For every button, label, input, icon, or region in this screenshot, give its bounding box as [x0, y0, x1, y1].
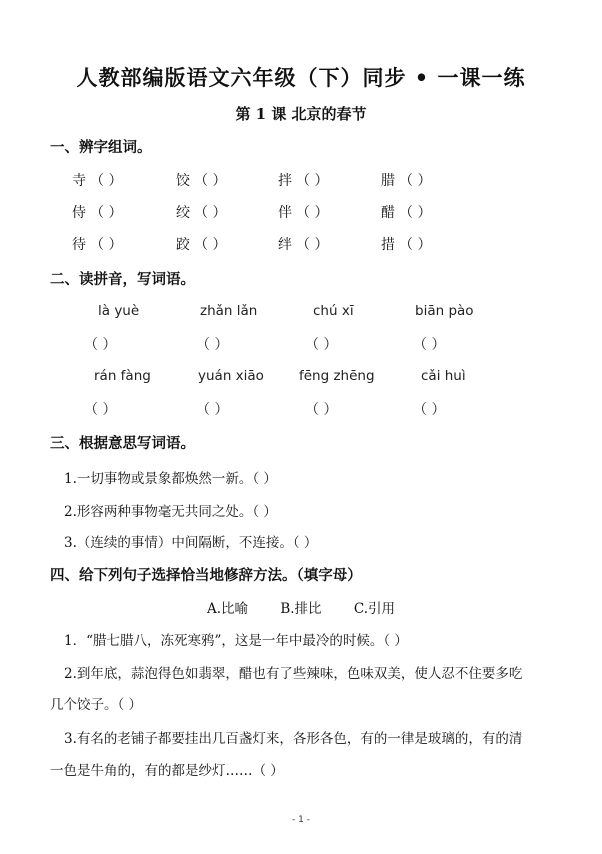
definition-item-2: 2.形容两种事物毫无共同之处。（ ） — [64, 504, 277, 520]
answer-paren: （ ） — [296, 173, 329, 189]
answer-paren: （ ） — [296, 237, 329, 253]
sentence-item-1: 1．“腊七腊八，冻死寒鸦”，这是一年中最冷的时候。（ ） — [64, 633, 408, 649]
char-cell — [278, 234, 356, 254]
pinyin: biān pào — [415, 303, 474, 319]
char-row-3 — [0, 234, 602, 254]
answer-paren: （ ） — [194, 205, 227, 221]
document-title: 人教部编版语文六年级（下）同步 • 一课一练 — [76, 65, 526, 90]
char: 醋 — [381, 205, 395, 221]
char-cell — [381, 234, 459, 254]
answer-paren: （ ） — [413, 337, 446, 353]
option-c: C.引用 — [353, 601, 395, 617]
pinyin: là yuè — [98, 303, 140, 319]
char-cell — [278, 202, 356, 222]
answer-paren: （ ） — [90, 237, 123, 253]
char-cell — [176, 170, 254, 190]
char-row-2 — [0, 202, 602, 222]
answer-paren: （ ） — [194, 173, 227, 189]
char: 寺 — [72, 173, 86, 189]
char-cell — [176, 234, 254, 254]
char-cell — [176, 202, 254, 222]
answer-paren: （ ） — [305, 402, 338, 418]
sentence-item-3-line-1: 3.有名的老铺子都要挂出几百盏灯来，各形各色，有的一律是玻璃的，有的清 — [64, 731, 523, 747]
sentence-item-3-line-2: 一色是牛角的，有的都是纱灯……（ ） — [50, 763, 284, 779]
char: 伴 — [278, 205, 292, 221]
char: 待 — [72, 237, 86, 253]
pinyin: rán fàng — [94, 368, 151, 384]
char: 绊 — [278, 237, 292, 253]
answer-paren: （ ） — [90, 205, 123, 221]
char: 侍 — [72, 205, 86, 221]
pinyin: yuán xiāo — [198, 368, 264, 384]
answer-paren: （ ） — [90, 173, 123, 189]
section-4-heading: 四、给下列句子选择恰当地修辞方法。（填字母） — [50, 567, 362, 584]
char: 拌 — [278, 173, 292, 189]
page-number: - 1 - — [292, 815, 310, 825]
char: 措 — [381, 237, 395, 253]
answer-paren: （ ） — [196, 337, 229, 353]
answer-paren: （ ） — [305, 337, 338, 353]
char: 绞 — [176, 205, 190, 221]
answer-paren: （ ） — [296, 205, 329, 221]
option-a: A.比喻 — [207, 601, 249, 617]
char: 跤 — [176, 237, 190, 253]
sentence-item-2-line-2: 几个饺子。（ ） — [50, 697, 143, 713]
char: 饺 — [176, 173, 190, 189]
rhetoric-options — [0, 597, 602, 617]
lesson-title: 第 1 课 北京的春节 — [235, 105, 367, 123]
sentence-item-2-line-1: 2.到年底，蒜泡得色如翡翠，醋也有了些辣味，色味双美，使人忍不住要多吃 — [64, 666, 523, 682]
pinyin: chú xī — [313, 303, 354, 319]
answer-paren: （ ） — [399, 205, 432, 221]
answer-paren: （ ） — [413, 402, 446, 418]
section-1-heading: 一、辨字组词。 — [50, 139, 152, 156]
definition-item-1: 1.一切事物或景象都焕然一新。（ ） — [64, 471, 277, 487]
char-row-1 — [0, 170, 602, 190]
answer-paren: （ ） — [84, 337, 117, 353]
char-cell — [72, 202, 150, 222]
pinyin: cǎi huì — [421, 368, 466, 384]
char-cell — [72, 234, 150, 254]
section-3-heading: 三、根据意思写词语。 — [50, 435, 195, 452]
char-cell — [72, 170, 150, 190]
answer-paren: （ ） — [194, 237, 227, 253]
pinyin: zhǎn lǎn — [200, 303, 258, 319]
char-cell — [381, 202, 459, 222]
option-b: B.排比 — [280, 601, 322, 617]
char-cell — [381, 170, 459, 190]
section-2-heading: 二、读拼音，写词语。 — [50, 271, 195, 288]
answer-paren: （ ） — [196, 402, 229, 418]
answer-paren: （ ） — [399, 237, 432, 253]
pinyin: fēng zhēng — [299, 368, 375, 384]
definition-item-3: 3.（连续的事情）中间隔断，不连接。（ ） — [64, 535, 318, 551]
char-cell — [278, 170, 356, 190]
answer-paren: （ ） — [84, 402, 117, 418]
answer-paren: （ ） — [399, 173, 432, 189]
char: 腊 — [381, 173, 395, 189]
